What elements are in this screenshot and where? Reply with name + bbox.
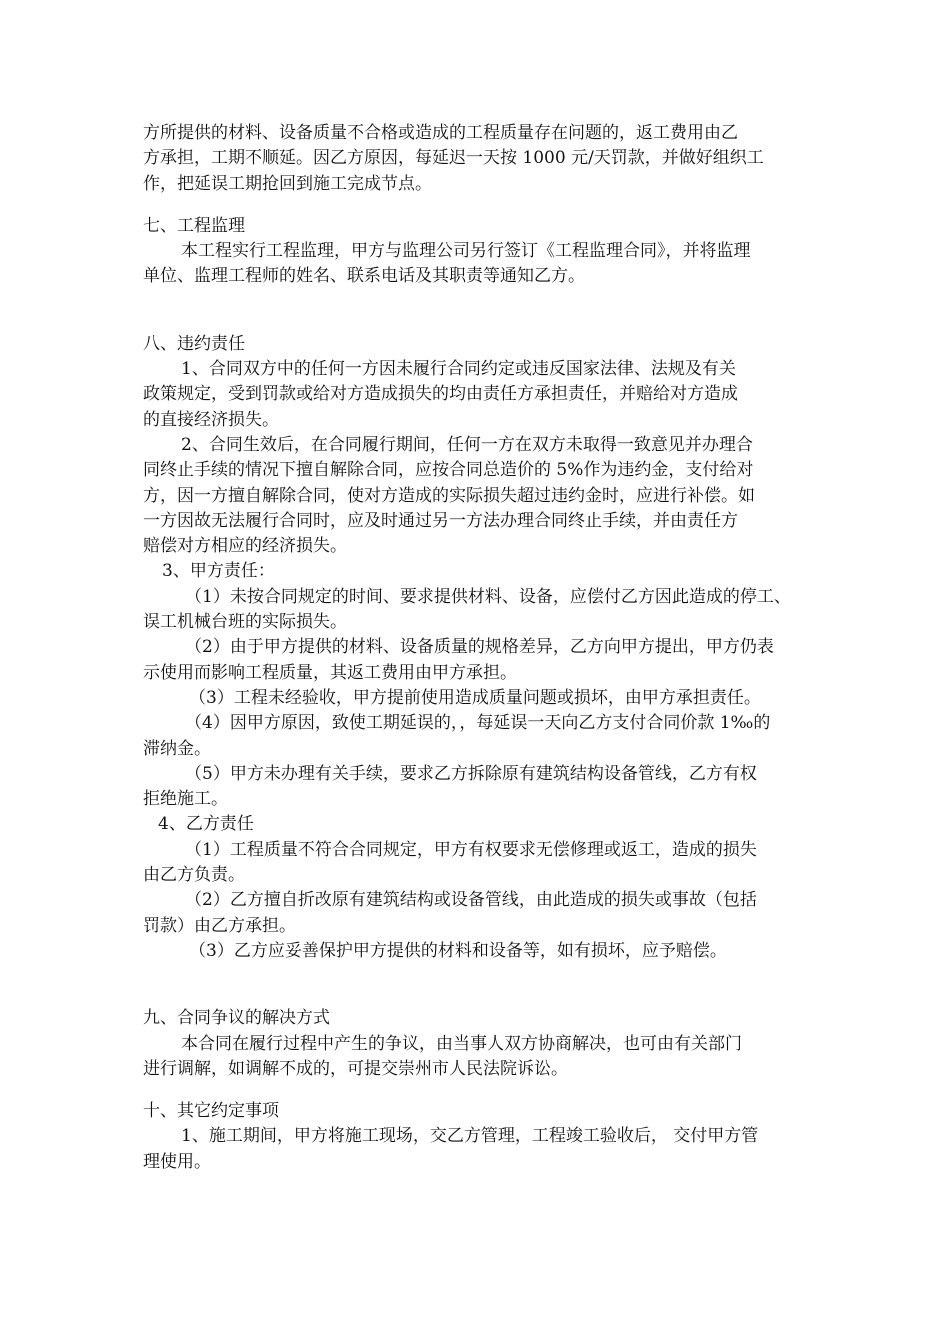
section-heading-supervision: 七、工程监理 xyxy=(143,215,245,236)
paragraph-line: 方所提供的材料、设备质量不合格或造成的工程质量存在问题的，返工费用由乙 xyxy=(143,123,738,143)
section-heading-disputes: 九、合同争议的解决方式 xyxy=(143,1008,330,1029)
paragraph-line: 赔偿对方相应的经济损失。 xyxy=(143,536,347,557)
paragraph-line: 1、合同双方中的任何一方因未履行合同约定或违反国家法律、法规及有关 xyxy=(181,359,736,380)
paragraph-line: 作，把延误工期抢回到施工完成节点。 xyxy=(143,173,432,194)
paragraph-line: 1、施工期间，甲方将施工现场，交乙方管理，工程竣工验收后， 交付甲方管 xyxy=(181,1126,759,1147)
paragraph-line: 误工机械台班的实际损失。 xyxy=(143,612,347,633)
spacer xyxy=(143,290,815,332)
paragraph-line: 罚款）由乙方承担。 xyxy=(143,915,296,936)
spacer xyxy=(143,1082,815,1099)
paragraph-line: 理使用。 xyxy=(143,1151,211,1172)
paragraph-line: （2）乙方擅自折改原有建筑结构或设备管线，由此造成的损失或事故（包括 xyxy=(185,890,757,911)
paragraph-line: 滞纳金。 xyxy=(143,738,211,759)
paragraph-line: 的直接经济损失。 xyxy=(143,409,279,430)
subsection-heading-party-b: 4、乙方责任 xyxy=(158,814,254,835)
paragraph-line: 2、合同生效后，在合同履行期间，任何一方在双方未取得一致意见并办理合 xyxy=(181,434,753,455)
paragraph-line: 单位、监理工程师的姓名、联系电话及其职责等通知乙方。 xyxy=(143,266,585,287)
paragraph-line: 方，因一方擅自解除合同，使对方造成的实际损失超过违约金时，应进行补偿。如 xyxy=(143,485,755,506)
paragraph-line: （4）因甲方原因，致使工期延误的，，每延误一天向乙方支付合同价款 1‰的 xyxy=(185,713,771,734)
paragraph-line: （2）由于甲方提供的材料、设备质量的规格差异，乙方向甲方提出，甲方仍表 xyxy=(185,637,774,658)
paragraph-line: （3）工程未经验收，甲方提前使用造成质量问题或损坏，由甲方承担责任。 xyxy=(189,687,761,708)
section-heading-liability: 八、违约责任 xyxy=(143,333,245,354)
paragraph-line: 本合同在履行过程中产生的争议，由当事人双方协商解决，也可由有关部门 xyxy=(181,1033,742,1054)
spacer xyxy=(143,964,815,1006)
paragraph-line: 一方因故无法履行合同时，应及时通过另一方法办理合同终止手续，并由责任方 xyxy=(143,510,738,531)
paragraph-line: 政策规定，受到罚款或给对方造成损失的均由责任方承担责任，并赔给对方造成 xyxy=(143,384,738,405)
paragraph-line: （1）工程质量不符合合同规定，甲方有权要求无偿修理或返工，造成的损失 xyxy=(185,839,757,860)
contract-page xyxy=(143,121,815,1175)
paragraph-line: 方承担，工期不顺延。因乙方原因，每延迟一天按 1000 元/天罚款，并做好组织工 xyxy=(143,148,764,169)
paragraph-line: 示使用而影响工程质量，其返工费用由甲方承担。 xyxy=(143,662,517,683)
paragraph-line: （5）甲方未办理有关手续，要求乙方拆除原有建筑结构设备管线，乙方有权 xyxy=(185,763,757,784)
section-heading-other: 十、其它约定事项 xyxy=(143,1101,279,1122)
paragraph-line: 本工程实行工程监理，甲方与监理公司另行签订《工程监理合同》，并将监理 xyxy=(181,241,751,262)
spacer xyxy=(143,197,815,214)
paragraph-line: （1）未按合同规定的时间、要求提供材料、设备，应偿付乙方因此造成的停工、 xyxy=(185,586,791,607)
paragraph-line: 同终止手续的情况下擅自解除合同，应按合同总造价的 5%作为违约金，支付给对 xyxy=(143,460,754,481)
paragraph-line: 拒绝施工。 xyxy=(143,789,228,810)
paragraph-line: 进行调解，如调解不成的，可提交崇州市人民法院诉讼。 xyxy=(143,1058,568,1079)
paragraph-line: 由乙方负责。 xyxy=(143,865,245,886)
subsection-heading-party-a: 3、甲方责任： xyxy=(162,561,275,582)
paragraph-line: （3）乙方应妥善保护甲方提供的材料和设备等，如有损坏，应予赔偿。 xyxy=(189,940,727,961)
